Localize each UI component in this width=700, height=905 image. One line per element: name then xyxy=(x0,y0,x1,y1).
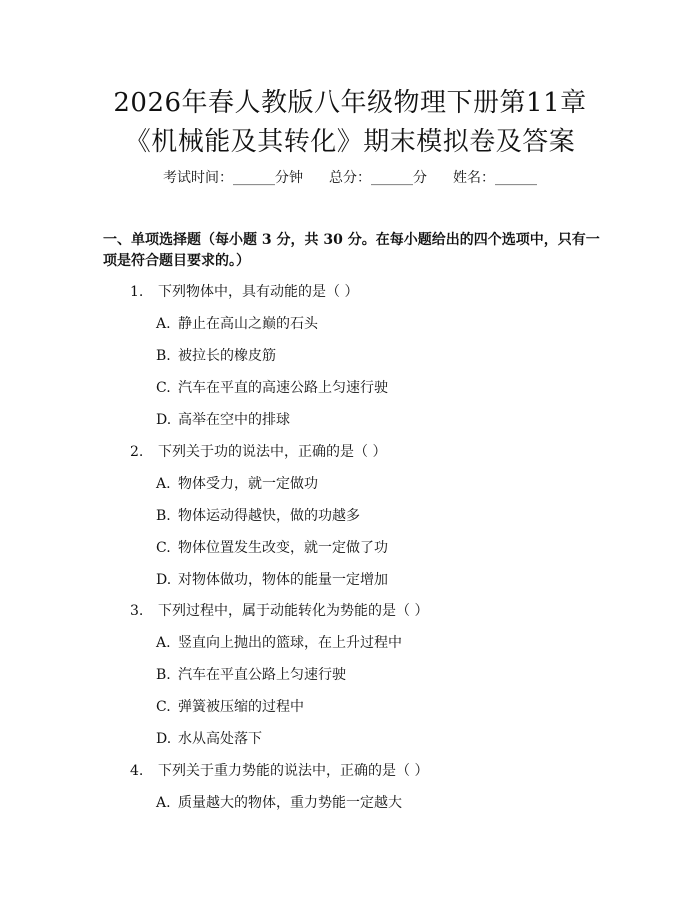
total-score-blank: ______ xyxy=(371,170,413,186)
option-text: 高举在空中的排球 xyxy=(178,412,290,428)
option-letter: A. xyxy=(156,476,171,492)
option-letter: B. xyxy=(156,667,171,683)
option-letter: A. xyxy=(156,635,171,651)
question-3-option-b xyxy=(156,665,346,685)
option-text: 汽车在平直的高速公路上匀速行驶 xyxy=(178,380,388,396)
option-text: 弹簧被压缩的过程中 xyxy=(178,699,304,715)
question-text: 下列关于功的说法中，正确的是（ ） xyxy=(158,444,387,460)
option-text: 竖直向上抛出的篮球，在上升过程中 xyxy=(178,635,402,651)
question-number: 3. xyxy=(130,603,144,619)
exam-time-blank: ______ xyxy=(233,170,275,186)
option-text: 对物体做功，物体的能量一定增加 xyxy=(178,572,388,588)
question-2-option-a xyxy=(156,474,318,494)
option-text: 水从高处落下 xyxy=(178,731,262,747)
question-number: 2. xyxy=(130,444,144,460)
question-number: 4. xyxy=(130,763,144,779)
option-text: 物体运动得越快，做的功越多 xyxy=(178,508,360,524)
document-title-line-2: 《机械能及其转化》期末模拟卷及答案 xyxy=(124,127,576,157)
total-score-unit: 分 xyxy=(413,170,427,186)
student-name-blank: ______ xyxy=(495,170,537,186)
question-text: 下列过程中，属于动能转化为势能的是（ ） xyxy=(158,603,429,619)
document-title-line-1: 2026年春人教版八年级物理下册第11章 xyxy=(113,88,587,118)
option-letter: D. xyxy=(156,572,172,588)
option-text: 质量越大的物体，重力势能一定越大 xyxy=(178,795,402,811)
option-letter: C. xyxy=(156,540,171,556)
option-text: 静止在高山之巅的石头 xyxy=(178,316,318,332)
option-text: 被拉长的橡皮筋 xyxy=(178,348,276,364)
option-letter: D. xyxy=(156,412,172,428)
question-2-option-d xyxy=(156,570,388,590)
exam-time-unit: 分钟 xyxy=(275,170,303,186)
option-letter: C. xyxy=(156,380,171,396)
question-1-option-b xyxy=(156,346,276,366)
question-1 xyxy=(130,282,358,302)
question-1-option-d xyxy=(156,410,290,430)
exam-info-line xyxy=(0,168,700,188)
question-4 xyxy=(130,761,428,781)
option-letter: A. xyxy=(156,795,171,811)
question-4-option-a xyxy=(156,793,402,813)
question-text: 下列关于重力势能的说法中，正确的是（ ） xyxy=(158,763,429,779)
question-number: 1. xyxy=(130,284,144,300)
option-letter: C. xyxy=(156,699,171,715)
question-3-option-d xyxy=(156,729,262,749)
question-1-option-c xyxy=(156,378,388,398)
student-name-label: 姓名： xyxy=(453,170,495,186)
option-letter: B. xyxy=(156,508,171,524)
question-2-option-c xyxy=(156,538,388,558)
option-letter: B. xyxy=(156,348,171,364)
question-2-option-b xyxy=(156,506,360,526)
question-text: 下列物体中，具有动能的是（ ） xyxy=(158,284,359,300)
question-3-option-c xyxy=(156,697,304,717)
option-text: 物体受力，就一定做功 xyxy=(178,476,318,492)
section-heading: 一、单项选择题（每小题 3 分，共 30 分。在每小题给出的四个选项中，只有一项是符合题目要求的。） xyxy=(103,232,600,269)
question-3 xyxy=(130,601,428,621)
question-1-option-a xyxy=(156,314,318,334)
option-letter: D. xyxy=(156,731,172,747)
option-text: 物体位置发生改变，就一定做了功 xyxy=(178,540,388,556)
exam-time-label: 考试时间： xyxy=(163,170,233,186)
option-text: 汽车在平直公路上匀速行驶 xyxy=(178,667,346,683)
option-letter: A. xyxy=(156,316,171,332)
total-score-label: 总分： xyxy=(329,170,371,186)
question-3-option-a xyxy=(156,633,402,653)
question-2 xyxy=(130,442,386,462)
